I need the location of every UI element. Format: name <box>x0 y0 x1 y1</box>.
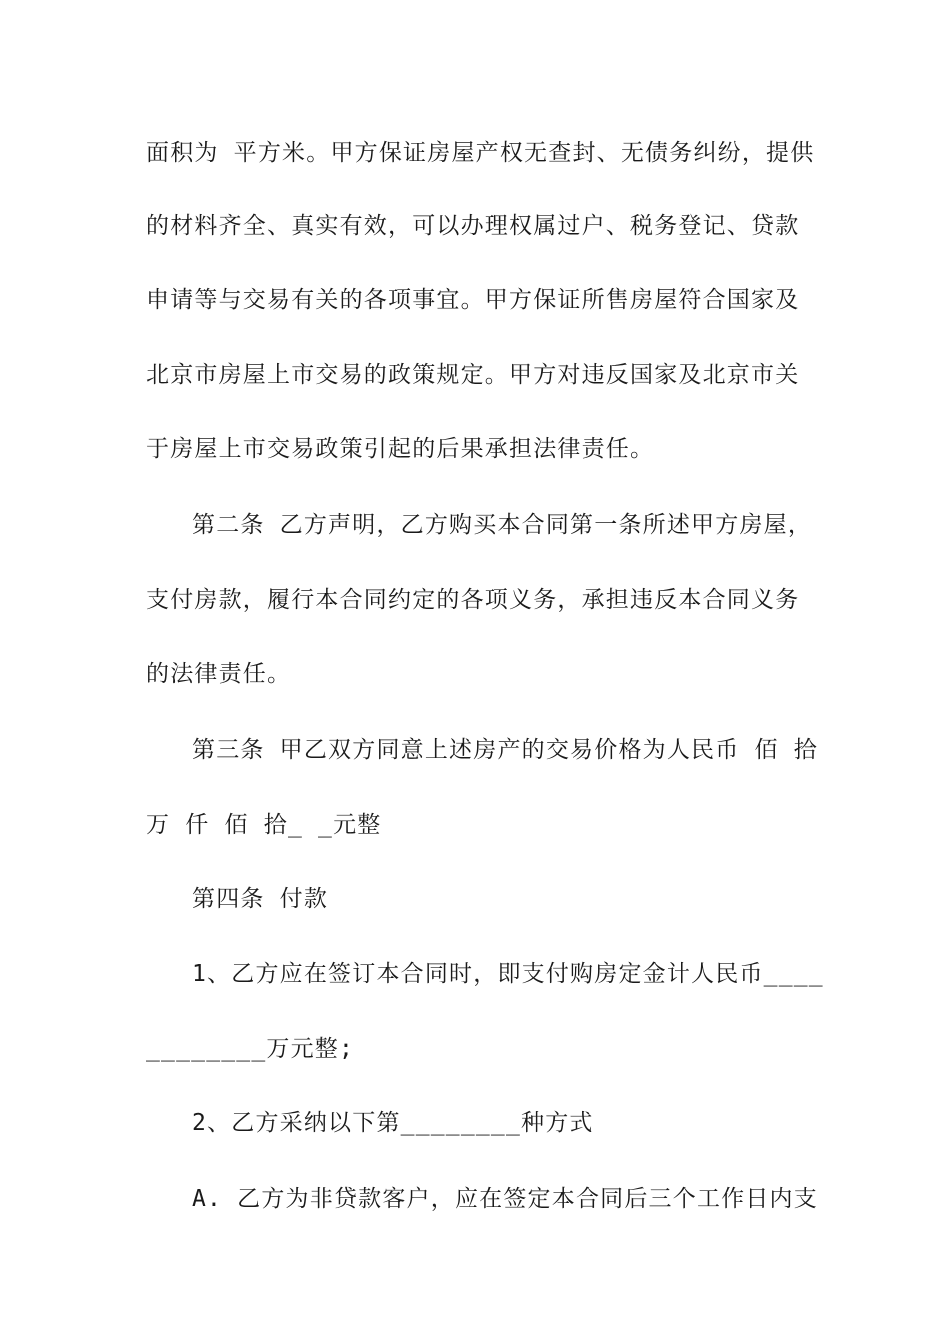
text-line: 北京市房屋上市交易的政策规定。甲方对违反国家及北京市关 <box>146 362 800 388</box>
list-item: 1、乙方应在签订本合同时，即支付购房定金计人民币____ <box>192 961 824 987</box>
clause-four-heading: 第四条 付款 <box>192 886 329 912</box>
text-line: 于房屋上市交易政策引起的后果承担法律责任。 <box>146 436 655 462</box>
text-line: 支付房款，履行本合同约定的各项义务，承担违反本合同义务 <box>146 587 800 613</box>
list-item: A. 乙方为非贷款客户，应在签定本合同后三个工作日内支 <box>192 1186 818 1212</box>
clause-two-heading-line: 第二条 乙方声明，乙方购买本合同第一条所述甲方房屋， <box>192 512 813 538</box>
text-line: 申请等与交易有关的各项事宜。甲方保证所售房屋符合国家及 <box>146 287 800 313</box>
text-line: ________万元整; <box>146 1036 355 1062</box>
clause-three-heading-line: 第三条 甲乙双方同意上述房产的交易价格为人民币 佰 拾 <box>192 737 818 763</box>
list-item: 2、乙方采纳以下第________种方式 <box>192 1110 594 1136</box>
text-line: 的法律责任。 <box>146 661 292 687</box>
text-line: 的材料齐全、真实有效，可以办理权属过户、税务登记、贷款 <box>146 213 800 239</box>
text-line: 面积为 平方米。甲方保证房屋产权无查封、无债务纠纷，提供 <box>146 140 815 166</box>
text-line: 万 仟 佰 拾_ _元整 <box>146 812 382 838</box>
